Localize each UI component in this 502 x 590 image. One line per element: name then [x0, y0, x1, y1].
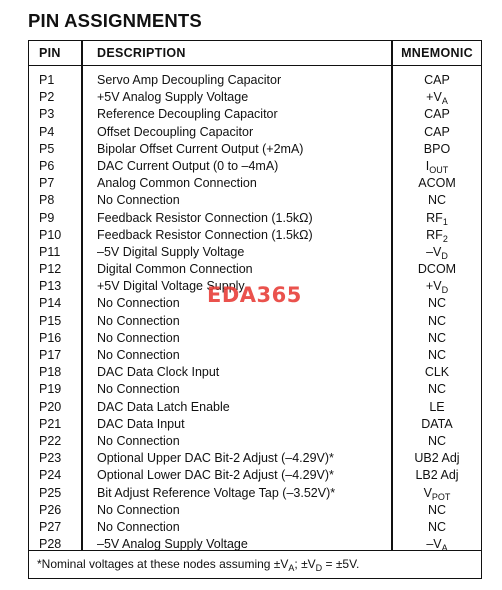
pin-number: P21: [39, 416, 62, 431]
table-row: [29, 244, 481, 261]
footnote: *Nominal voltages at these nodes assuming $\pm V_A$; $\pm V_D = \pm 5V$.: [37, 557, 360, 573]
table-row: [29, 158, 481, 175]
pin-description: Optional Upper DAC Bit-2 Adjust (–4.29V)*: [97, 451, 334, 466]
table-row: [29, 381, 481, 398]
pin-description: –5V Analog Supply Voltage: [97, 537, 248, 552]
footnote-divider: [29, 550, 481, 551]
pin-number: P6: [39, 158, 55, 173]
pin-description: Bit Adjust Reference Voltage Tap (–3.52V)*: [97, 485, 336, 500]
pin-mnemonic: NC: [427, 519, 447, 534]
table-row: [29, 175, 481, 192]
table-row: [29, 364, 481, 381]
pin-mnemonic: LB2 Adj: [415, 468, 459, 483]
column-header-pin: PIN: [39, 46, 61, 60]
pin-description: Bipolar Offset Current Output (+2mA): [97, 141, 304, 156]
table-row: [29, 192, 481, 209]
pin-description: No Connection: [97, 330, 180, 345]
pin-number: P17: [39, 348, 62, 362]
pin-mnemonic: NC: [427, 502, 447, 517]
pin-mnemonic: DATA: [421, 416, 453, 431]
pin-mnemonic: NC: [427, 348, 447, 362]
pin-mnemonic: NC: [427, 313, 447, 328]
pin-description: No Connection: [97, 348, 180, 362]
pin-description: Feedback Resistor Connection (1.5kΩ): [97, 227, 313, 242]
pin-mnemonic: DCOM: [417, 262, 457, 277]
pin-mnemonic: ACOM: [418, 176, 456, 191]
pin-mnemonic: $+V_A$: [426, 90, 448, 107]
column-header-mnemonic: MNEMONIC: [401, 46, 473, 60]
table-row: [29, 330, 481, 347]
pin-mnemonic: CAP: [424, 124, 450, 139]
table-row: [29, 467, 481, 484]
watermark-logo: EDA365: [207, 283, 302, 307]
pin-number: P12: [39, 262, 62, 277]
pin-description: No Connection: [97, 313, 180, 328]
pin-description: DAC Data Input: [97, 416, 185, 431]
pin-number: P14: [39, 296, 62, 311]
pin-number: P7: [39, 176, 55, 191]
pin-number: P28: [39, 537, 62, 552]
pin-description: Feedback Resistor Connection (1.5kΩ): [97, 210, 313, 225]
pin-number: P3: [39, 107, 55, 122]
pin-number: P9: [39, 210, 55, 225]
table-body: [29, 72, 481, 553]
table-row: [29, 124, 481, 141]
table-row: [29, 347, 481, 364]
pin-description: Optional Lower DAC Bit-2 Adjust (–4.29V)*: [97, 468, 334, 483]
pin-number: P10: [39, 227, 62, 242]
pin-description: No Connection: [97, 296, 180, 311]
pin-number: P1: [39, 73, 55, 87]
table-row: [29, 72, 481, 89]
table-row: [29, 210, 481, 227]
pin-description: No Connection: [97, 382, 180, 397]
table-row: [29, 450, 481, 467]
pin-description: +5V Analog Supply Voltage: [97, 90, 249, 105]
pin-description: Servo Amp Decoupling Capacitor: [97, 73, 282, 87]
pin-number: P4: [39, 124, 55, 139]
pin-description: No Connection: [97, 193, 180, 208]
pin-mnemonic: $-V_A$: [426, 537, 448, 554]
pin-number: P15: [39, 313, 62, 328]
pin-mnemonic: $RF_2$: [426, 227, 448, 244]
pin-number: P19: [39, 382, 62, 397]
table-row: [29, 227, 481, 244]
pin-description: No Connection: [97, 502, 180, 517]
pin-number: P23: [39, 451, 62, 466]
pin-mnemonic: NC: [427, 193, 447, 208]
table-row: [29, 141, 481, 158]
pin-description: No Connection: [97, 519, 180, 534]
table-row: [29, 519, 481, 536]
table-row: [29, 106, 481, 123]
pin-mnemonic: NC: [427, 296, 447, 311]
pin-mnemonic: $I_{OUT}$: [425, 158, 449, 175]
pin-mnemonic: $RF_1$: [426, 210, 448, 227]
pin-number: P22: [39, 433, 62, 448]
pin-mnemonic: CAP: [424, 107, 450, 122]
pin-mnemonic: $V_{POT}$: [423, 485, 451, 502]
column-header-description: DESCRIPTION: [97, 46, 186, 60]
pin-mnemonic: NC: [427, 382, 447, 397]
pin-assignment-table: [28, 40, 482, 579]
pin-mnemonic: NC: [427, 330, 447, 345]
pin-number: P11: [39, 244, 61, 259]
pin-mnemonic: UB2 Adj: [414, 451, 460, 466]
table-row: [29, 433, 481, 450]
pin-number: P16: [39, 330, 62, 345]
pin-description: Reference Decoupling Capacitor: [97, 107, 278, 122]
pin-description: +5V Digital Voltage Supply: [97, 279, 245, 294]
page-title: PIN ASSIGNMENTS: [28, 10, 202, 31]
pin-mnemonic: $+V_D$: [425, 279, 449, 296]
table-row: [29, 502, 481, 519]
pin-mnemonic: CLK: [424, 365, 450, 380]
pin-description: DAC Current Output (0 to –4mA): [97, 158, 279, 173]
pin-mnemonic: CAP: [424, 73, 450, 87]
table-row: [29, 89, 481, 106]
table-row: [29, 313, 481, 330]
table-row: [29, 399, 481, 416]
pin-number: P5: [39, 141, 55, 156]
pin-description: Offset Decoupling Capacitor: [97, 124, 254, 139]
pin-mnemonic: BPO: [423, 141, 451, 156]
pin-description: DAC Data Clock Input: [97, 365, 220, 380]
pin-description: Digital Common Connection: [97, 262, 253, 277]
table-row: [29, 261, 481, 278]
pin-mnemonic: LE: [429, 399, 445, 414]
pin-number: P13: [39, 279, 62, 294]
table-row: [29, 416, 481, 433]
pin-description: Analog Common Connection: [97, 176, 257, 191]
pin-description: No Connection: [97, 433, 180, 448]
pin-number: P24: [39, 468, 62, 483]
pin-number: P20: [39, 399, 62, 414]
pin-description: –5V Digital Supply Voltage: [97, 244, 245, 259]
table-header: [29, 41, 481, 66]
pin-number: P27: [39, 519, 62, 534]
pin-mnemonic: $-V_D$: [426, 244, 448, 261]
pin-description: DAC Data Latch Enable: [97, 399, 230, 414]
pin-number: P18: [39, 365, 62, 380]
table-row: [29, 485, 481, 502]
pin-mnemonic: NC: [427, 433, 447, 448]
pin-number: P8: [39, 193, 55, 208]
pin-number: P2: [39, 90, 55, 105]
pin-number: P26: [39, 502, 62, 517]
pin-number: P25: [39, 485, 62, 500]
